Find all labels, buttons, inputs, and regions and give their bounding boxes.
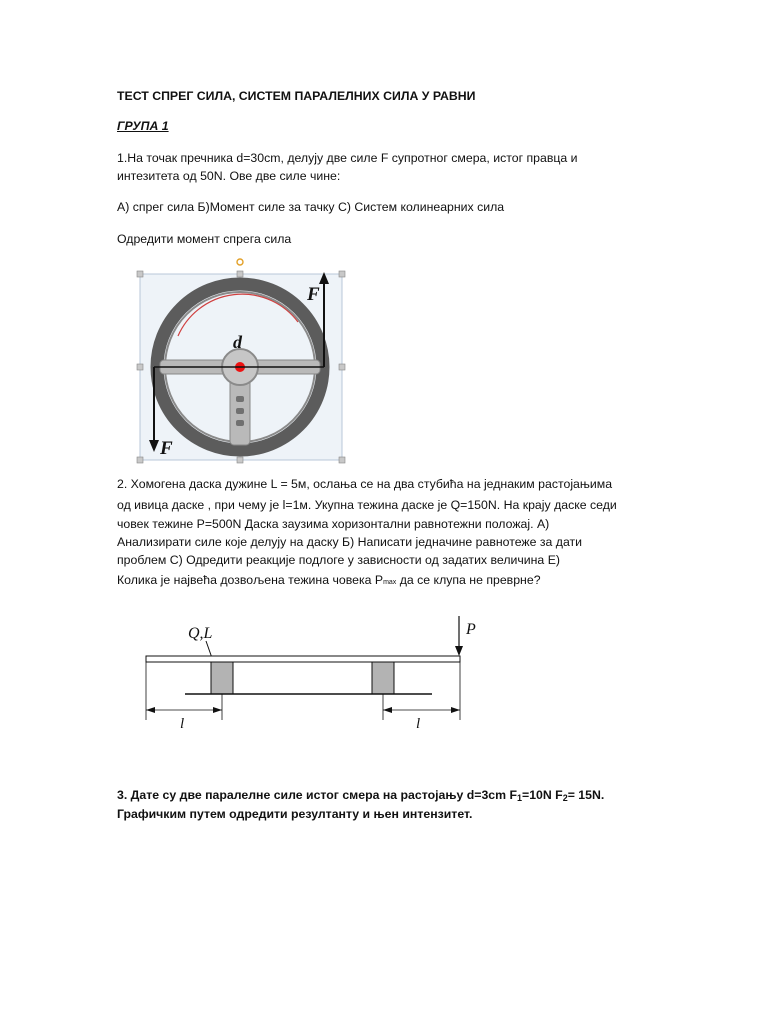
support-left [211,662,233,694]
q2-line4: Анализирати силе које делују на даску Б) Написати једначине равнотеже за дати [117,535,583,549]
label-l-left: l [180,716,185,732]
q2-line3: човек тежине P=500N Даска заузима хоризонтални равнотежни положај. А) [117,517,550,531]
ql-leader-line [206,641,212,658]
q2-line2: од ивица даске , при чему је l=1м. Укупна тежина даске је Q=150N. На крају даске седи [117,498,617,512]
q2-line6-text: Колика је највећа дозвољена тежина човека P [117,573,384,587]
q2-line6 [117,570,541,593]
dim-arrow-right-a [383,707,392,713]
q3-line2: Графичким путем одредити резултанту и њен интензитет. [117,807,473,821]
f2-subscript: 2 [562,793,568,803]
spoke-holes [236,396,244,426]
q2-line6-end: да се клупа не преврне? [396,573,541,587]
label-d: d [233,332,242,352]
steering-wheel-figure [130,256,360,466]
q3-line1-text: 3. Дате су две паралелне силе истог смера на растојању d=3cm F [117,788,517,802]
q3-line1-end: = 15N. [567,788,605,802]
label-l-right: l [416,716,421,732]
q2-line5: проблем С) Одредити реакције подлоге у зависности од задатих величина Е) [117,553,560,567]
dim-arrow-left-a [146,707,155,713]
label-p: P [466,621,476,638]
plank-figure [140,608,490,743]
q1-line2: интезитета од 50N. Ове две силе чине: [117,169,341,183]
dim-arrow-right-b [451,707,460,713]
label-ql: Q,L [188,625,213,642]
q2-line1: 2. Хомогена даска дужине L = 5м, ослања се на два стубића на једнаким растојањима [117,477,613,491]
label-f-bottom: F [160,438,173,459]
label-f-top: F [307,284,320,305]
page-title: ТЕСТ СПРЕГ СИЛА, СИСТЕМ ПАРАЛЕЛНИХ СИЛА У РАВНИ [117,89,476,103]
dim-arrow-left-b [213,707,222,713]
q3-line1-mid: =10N F [522,788,563,802]
pmax-subscript: max [383,579,397,586]
support-right [372,662,394,694]
group-heading: ГРУПА 1 [117,119,169,133]
q1-line1: 1.На точак пречника d=30cm, делују две силе F супротног смера, истог правца и [117,151,578,165]
q1-task: Одредити момент спрега сила [117,232,292,246]
rotate-handle-icon [237,259,243,265]
force-p-arrowhead [455,646,463,656]
plank [146,656,460,662]
f1-subscript: 1 [517,793,523,803]
q1-options: А) спрег сила Б)Момент силе за тачку С) Систем колинеарних сила [117,200,505,214]
